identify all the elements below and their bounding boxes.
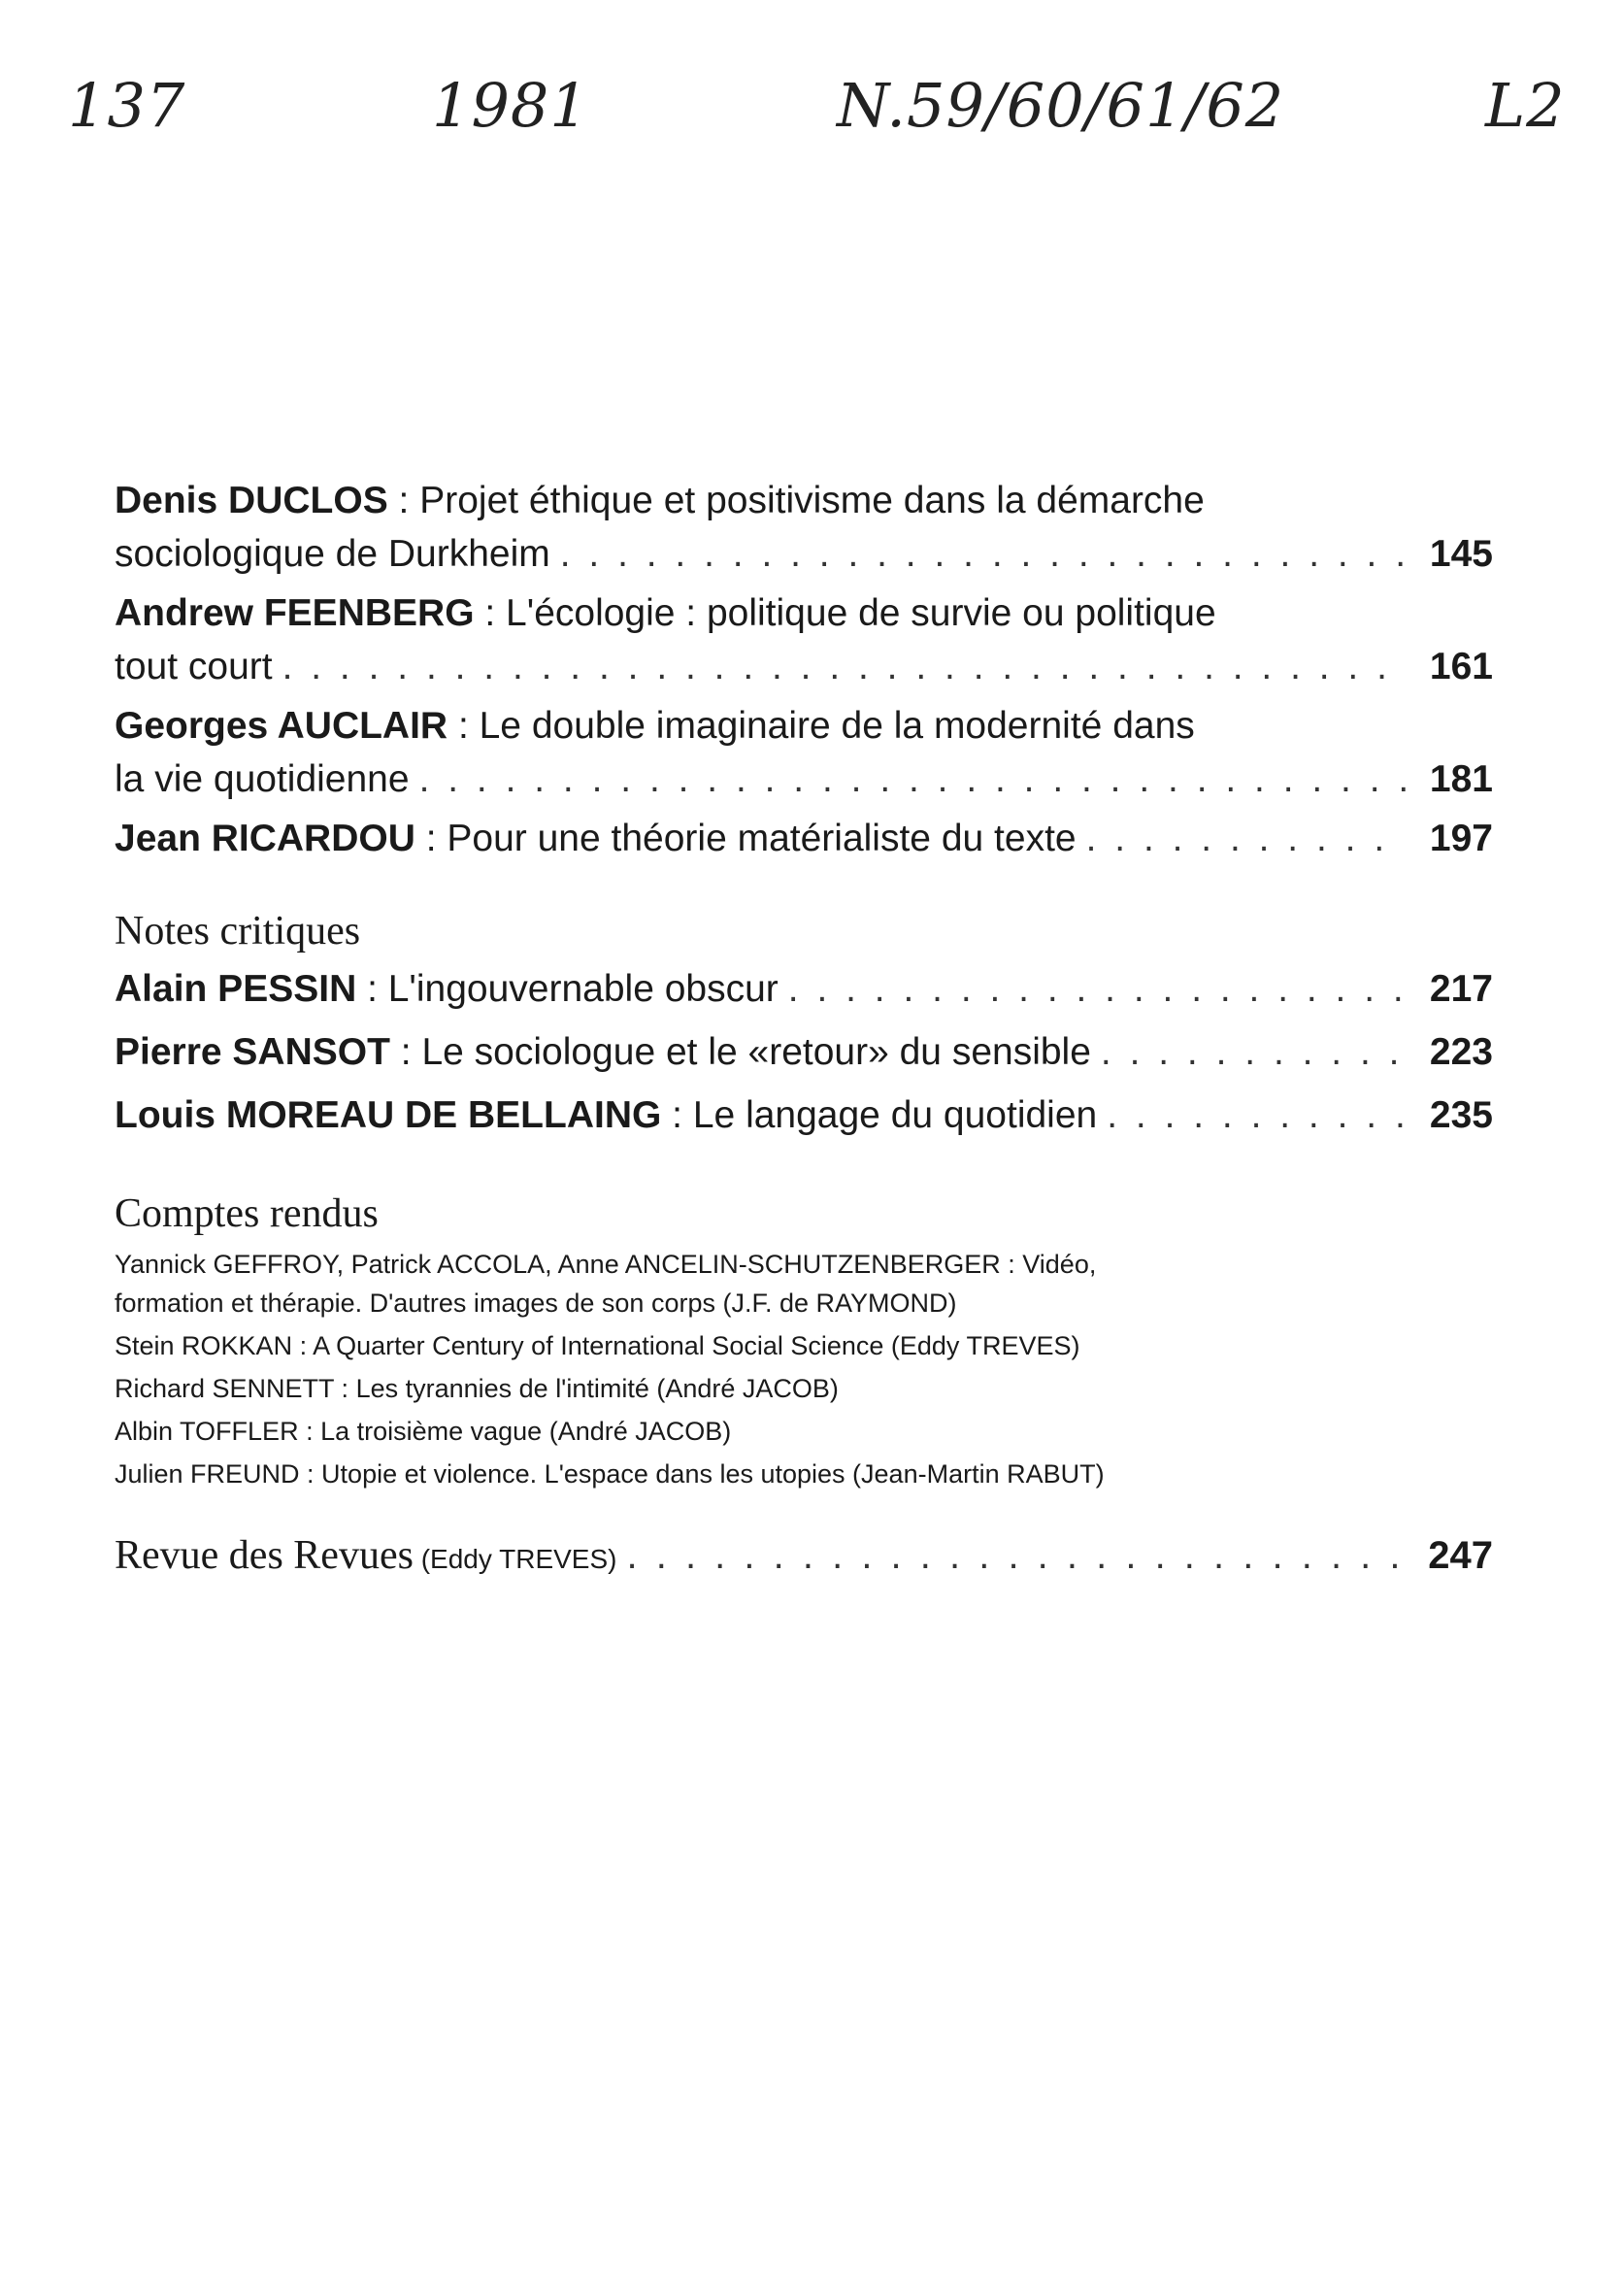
toc-entry-revue-des-revues <box>115 1532 1493 1579</box>
dot-leader <box>560 527 1406 581</box>
toc-entry-duclos <box>115 474 1493 581</box>
entry-title: : L'écologie : politique de survie ou politique <box>474 592 1216 634</box>
entry-page: 181 <box>1429 758 1493 800</box>
dot-leader <box>627 1534 1407 1578</box>
review-entry <box>115 1245 1493 1322</box>
entry-title: : Le double imaginaire de la modernité dans <box>447 705 1195 747</box>
entry-title: : Le langage du quotidien <box>661 1094 1098 1136</box>
entry-page: 217 <box>1429 968 1493 1010</box>
entry-author: Jean RICARDOU <box>115 818 415 859</box>
comptes-rendus-heading: Comptes rendus <box>115 1191 379 1236</box>
table-of-contents <box>115 474 1493 1579</box>
entry-page: 235 <box>1429 1094 1493 1136</box>
review-line: Albin TOFFLER : La troisième vague (André JACOB) <box>115 1417 732 1446</box>
entry-page: 197 <box>1429 818 1493 859</box>
entry-title: : L'ingouvernable obscur <box>356 968 779 1010</box>
entry-page: 161 <box>1429 646 1493 687</box>
notes-critiques-heading: Notes critiques <box>115 909 361 954</box>
entry-author: Alain PESSIN <box>115 968 357 1010</box>
review-line: Julien FREUND : Utopie et violence. L'espace dans les utopies (Jean-Martin RABUT) <box>115 1459 1105 1489</box>
review-line: Richard SENNETT : Les tyrannies de l'intimité (André JACOB) <box>115 1374 839 1403</box>
entry-title: : Projet éthique et positivisme dans la démarche <box>387 480 1205 521</box>
entry-page: 247 <box>1428 1534 1493 1577</box>
entry-title-cont: sociologique de Durkheim <box>115 533 550 575</box>
review-entry <box>115 1326 1493 1365</box>
review-entry <box>115 1369 1493 1408</box>
review-line: Yannick GEFFROY, Patrick ACCOLA, Anne ANCELIN-SCHUTZENBERGER : Vidéo, <box>115 1250 1097 1279</box>
toc-entry-pessin <box>115 962 1493 1016</box>
dot-leader <box>282 640 1406 693</box>
toc-entry-feenberg <box>115 586 1493 693</box>
entry-author: Andrew FEENBERG <box>115 592 475 634</box>
toc-entry-sansot <box>115 1025 1493 1079</box>
dot-leader <box>1107 1088 1406 1142</box>
dot-leader <box>788 962 1406 1016</box>
entry-author: Pierre SANSOT <box>115 1031 390 1073</box>
review-line-cont: formation et thérapie. D'autres images de son corps (J.F. de RAYMOND) <box>115 1289 957 1318</box>
entry-page: 145 <box>1429 533 1493 575</box>
toc-entry-auclair <box>115 699 1493 806</box>
entry-title-cont: la vie quotidienne <box>115 758 410 800</box>
entry-title: : Le sociologue et le «retour» du sensible <box>389 1031 1091 1073</box>
toc-entry-moreau <box>115 1088 1493 1142</box>
handwritten-year: 1981 <box>432 70 589 141</box>
review-entry <box>115 1455 1493 1493</box>
handwritten-ref-number: 137 <box>68 70 186 141</box>
handwritten-code: L2 <box>1485 70 1566 141</box>
entry-author: Louis MOREAU DE BELLAING <box>115 1094 662 1136</box>
entry-title: : Pour une théorie matérialiste du texte <box>414 818 1077 859</box>
review-line: Stein ROKKAN : A Quarter Century of International Social Science (Eddy TREVES) <box>115 1331 1080 1360</box>
toc-entry-ricardou <box>115 812 1493 865</box>
entry-title-cont: tout court <box>115 646 273 687</box>
revue-title: Revue des Revues <box>115 1533 414 1578</box>
entry-author: Georges AUCLAIR <box>115 705 448 747</box>
dot-leader <box>1101 1025 1406 1079</box>
review-entry <box>115 1412 1493 1451</box>
dot-leader <box>1086 812 1406 865</box>
handwritten-issue: N.59/60/61/62 <box>837 70 1285 141</box>
dot-leader <box>419 753 1406 806</box>
entry-author: Denis DUCLOS <box>115 480 388 521</box>
revue-credit: (Eddy TREVES) <box>413 1544 617 1574</box>
entry-page: 223 <box>1429 1031 1493 1073</box>
